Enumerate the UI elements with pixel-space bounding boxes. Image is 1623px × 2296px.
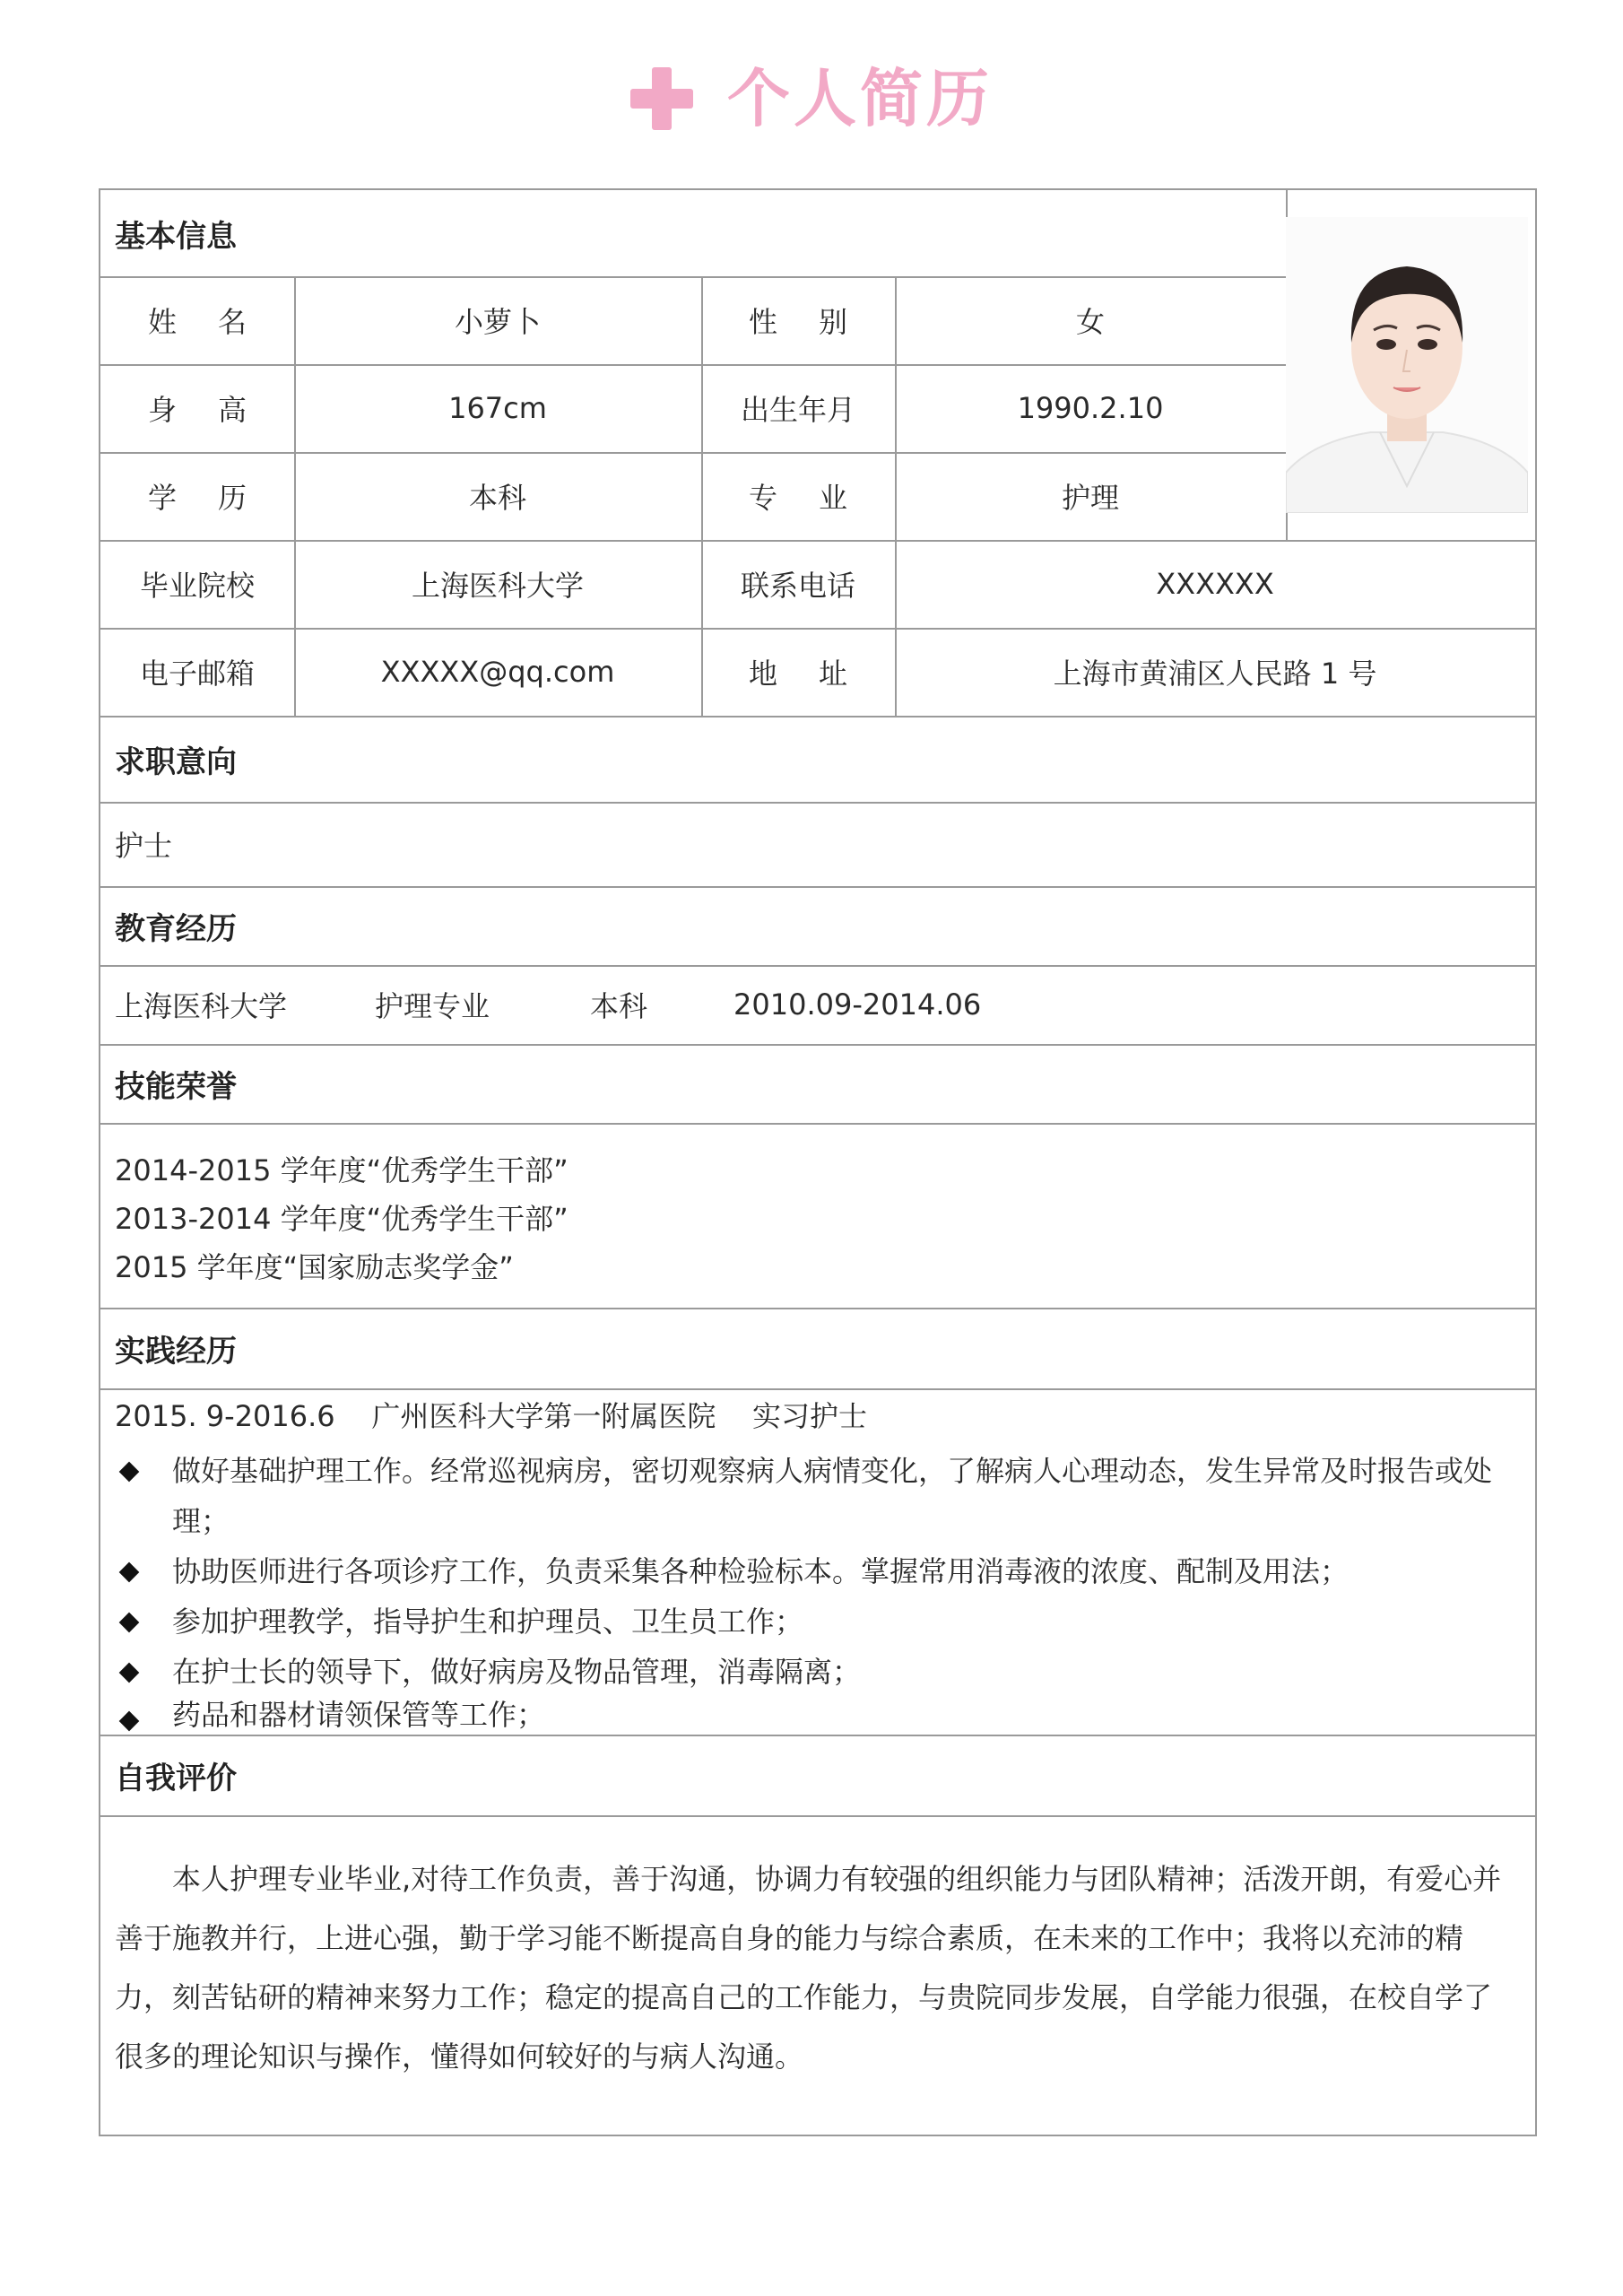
practice-summary: 2015. 9-2016.6 广州医科大学第一附属医院 实习护士 [115, 1399, 868, 1433]
resume-title: 个人简历 [727, 62, 993, 135]
gender-value: 女 [1075, 305, 1105, 339]
edu-degree: 本科 [590, 989, 648, 1023]
email-value: XXXXX@qq.com [380, 655, 615, 689]
address-value: 上海市黄浦区人民路 1 号 [1053, 657, 1377, 691]
plus-icon [630, 67, 693, 130]
major-label: 专 业 [749, 481, 847, 515]
practice-bullet: 参加护理教学，指导护生和护理员、卫生员工作； [115, 1596, 1508, 1647]
section-honors: 技能荣誉 [115, 1068, 237, 1105]
address-label: 地 址 [749, 657, 847, 691]
honor-item: 2014-2015 学年度“优秀学生干部” [115, 1153, 568, 1187]
degree-value: 本科 [468, 481, 526, 515]
section-practice: 实践经历 [115, 1333, 237, 1370]
job-intent-value: 护士 [115, 829, 173, 863]
phone-label: 联系电话 [740, 569, 855, 603]
name-label: 姓 名 [148, 305, 247, 339]
name-value: 小萝卜 [454, 305, 541, 339]
practice-bullet: 在护士长的领导下，做好病房及物品管理，消毒隔离； [115, 1647, 1508, 1697]
section-job-intent: 求职意向 [115, 744, 237, 780]
section-education: 教育经历 [115, 910, 237, 947]
email-label: 电子邮箱 [139, 657, 255, 691]
practice-bullet: 做好基础护理工作。经常巡视病房，密切观察病人病情变化，了解病人心理动态，发生异常及时报告或处理； [115, 1446, 1508, 1546]
diamond-bullet-icon [115, 1647, 158, 1697]
edu-period: 2010.09-2014.06 [733, 987, 982, 1022]
practice-bullet: 协助医师进行各项诊疗工作，负责采集各种检验标本。掌握常用消毒液的浓度、配制及用法； [115, 1546, 1508, 1596]
height-value: 167cm [448, 391, 547, 425]
diamond-bullet-icon [115, 1446, 158, 1496]
height-label: 身 高 [148, 393, 247, 427]
school-value: 上海医科大学 [411, 569, 584, 603]
resume-table [99, 188, 1537, 2136]
section-self-evaluation: 自我评价 [115, 1760, 237, 1796]
diamond-bullet-icon [115, 1596, 158, 1647]
gender-label: 性 别 [749, 305, 847, 339]
edu-major: 护理专业 [375, 989, 490, 1023]
self-evaluation-text: 本人护理专业毕业,对待工作负责，善于沟通，协调力有较强的组织能力与团队精神；活泼开朗，有爱心并善于施教并行，上进心强，勤于学习能不断提高自身的能力与综合素质，在未来的工作中；我将以充沛的精力，刻苦钻研的精神来努力工作；稳定的提高自己的工作能力，与贵院同步发展，自学能力很强，在校自学了很多的理论知识与操作，懂得如何较好的与病人沟通。 [115, 1862, 1502, 2074]
education-row [115, 965, 981, 1044]
honor-item: 2015 学年度“国家励志奖学金” [115, 1250, 514, 1284]
edu-school: 上海医科大学 [115, 989, 288, 1023]
birth-label: 出生年月 [740, 393, 855, 427]
honor-item: 2013-2014 学年度“优秀学生干部” [115, 1202, 568, 1236]
page-title [0, 49, 1623, 148]
diamond-bullet-icon [115, 1695, 158, 1735]
section-basic-info: 基本信息 [115, 218, 237, 255]
major-value: 护理 [1061, 481, 1119, 515]
diamond-bullet-icon [115, 1546, 158, 1596]
phone-value: XXXXXX [1156, 567, 1274, 601]
profile-photo [1286, 217, 1528, 513]
degree-label: 学 历 [148, 481, 247, 515]
practice-bullet: 药品和器材请领保管等工作； [115, 1695, 1508, 1735]
school-label: 毕业院校 [139, 569, 255, 603]
birth-value: 1990.2.10 [1017, 391, 1164, 425]
